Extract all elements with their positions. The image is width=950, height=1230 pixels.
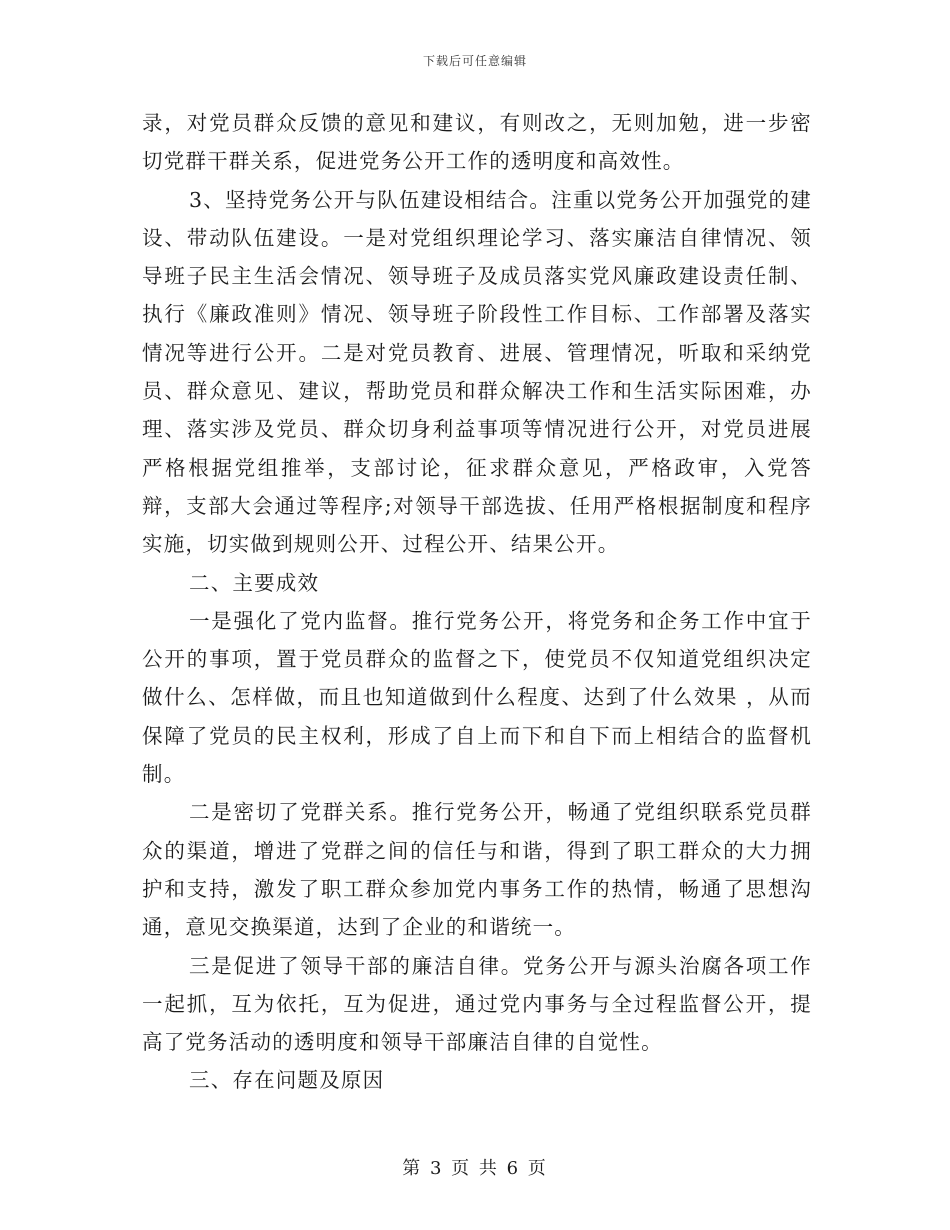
paragraph-continuation: 录，对党员群众反馈的意见和建议，有则改之，无则加勉，进一步密切党群干群关系，促进党务公开工作的透明度和高效性。	[142, 111, 812, 174]
document-body	[142, 104, 812, 1100]
paragraph-item-3: 3、坚持党务公开与队伍建设相结合。注重以党务公开加强党的建设、带动队伍建设。一是对党组织理论学习、落实廉洁自律情况、领导班子民主生活会情况、领导班子及成员落实党风廉政建设责任制、执行《廉政准则》情况、领导班子阶段性工作目标、工作部署及落实情况等进行公开。二是对党员教育、进展、管理情况，听取和采纳党员、群众意见、建议，帮助党员和群众解决工作和生活实际困难，办理、落实涉及党员、群众切身利益事项等情况进行公开，对党员进展严格根据党组推举，支部讨论，征求群众意见，严格政审，入党答辩，支部大会通过等程序;对领导干部选拔、任用严格根据制度和程序实施，切实做到规则公开、过程公开、结果公开。	[142, 187, 812, 557]
paragraph-result-1: 一是强化了党内监督。推行党务公开，将党务和企务工作中宜于公开的事项，置于党员群众的监督之下，使党员不仅知道党组织决定做什么、怎样做，而且也知道做到什么程度、达到了什么效果 ，从而保障了党员的民主权利，形成了自上而下和自下而上相结合的监督机制。	[142, 608, 812, 787]
page-header: 下载后可任意编辑	[422, 54, 527, 68]
section-heading-problems: 三、存在问题及原因	[189, 1068, 385, 1093]
paragraph-result-2: 二是密切了党群关系。推行党务公开，畅通了党组织联系党员群众的渠道，增进了党群之间的信任与和谐，得到了职工群众的大力拥护和支持，激发了职工群众参加党内事务工作的热情，畅通了思想沟通，意见交换渠道，达到了企业的和谐统一。	[142, 800, 812, 940]
page-number-footer: 第 3 页 共 6 页	[402, 1158, 548, 1179]
paragraph-result-3: 三是促进了领导干部的廉洁自律。党务公开与源头治腐各项工作一起抓，互为依托，互为促进，通过党内事务与全过程监督公开，提高了党务活动的透明度和领导干部廉洁自律的自觉性。	[142, 953, 812, 1055]
section-heading-main-results: 二、主要成效	[189, 570, 320, 595]
